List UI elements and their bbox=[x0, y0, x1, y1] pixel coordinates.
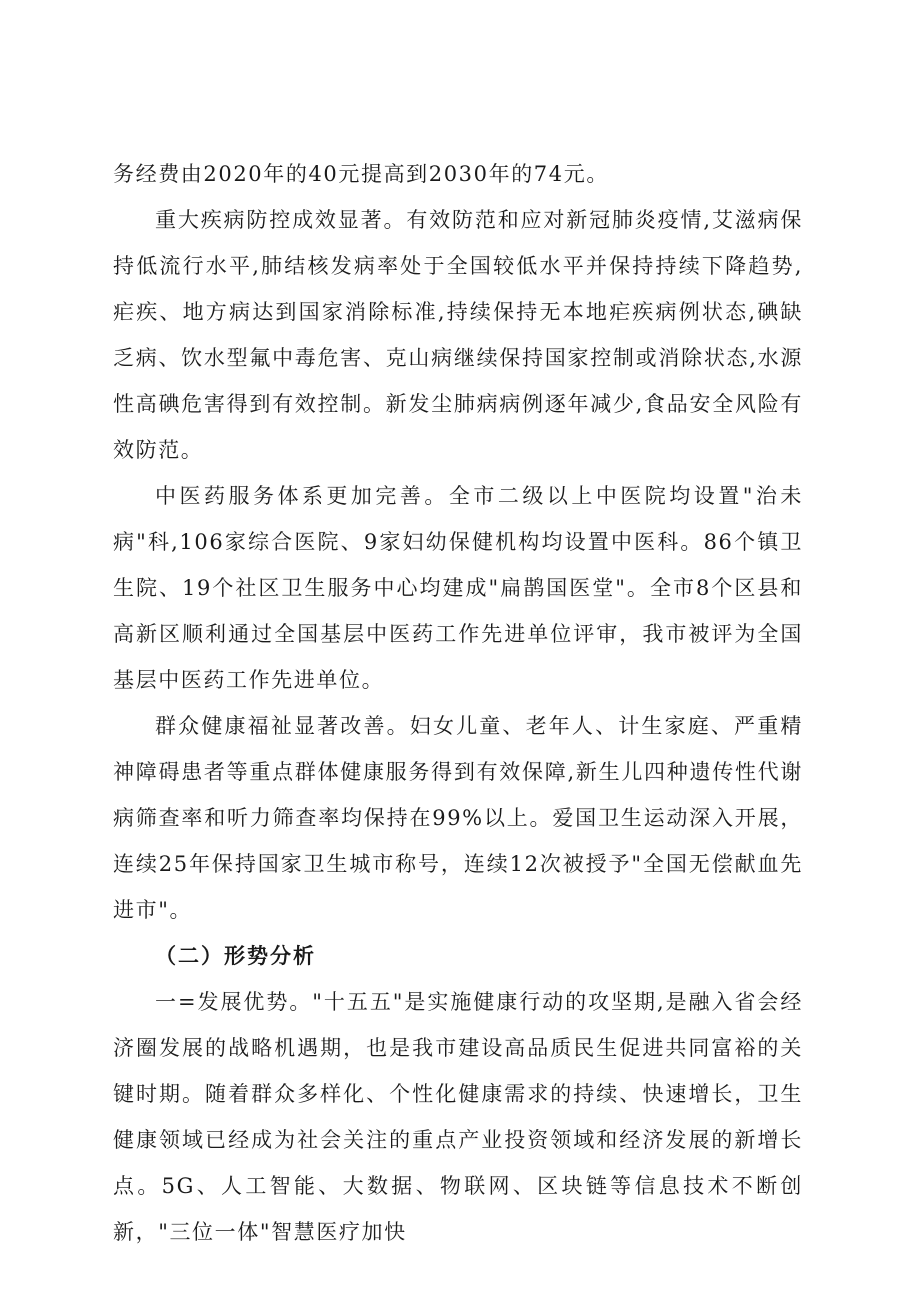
paragraph-development-advantages: 一=发展优势。"十五五"是实施健康行动的攻坚期,是融入省会经济圈发展的战略机遇期，也是我市建设高品质民生促进共同富裕的关键时期。随着群众多样化、个性化健康需求的持续、快速增长，卫生健康领域已经成为社会关注的重点产业投资领域和经济发展的新增长点。5G、人工智能、大数据、物联网、区块链等信息技术不断创新，"三位一体"智慧医疗加快 bbox=[113, 990, 803, 1244]
paragraph-continuation: 务经费由2020年的40元提高到2030年的74元。 bbox=[113, 162, 609, 186]
paragraph-public-health-welfare: 群众健康福祉显著改善。妇女儿童、老年人、计生家庭、严重精神障碍患者等重点群体健康服务得到有效保障,新生儿四种遗传性代谢病筛查率和听力筛查率均保持在99%以上。爱国卫生运动深入开展，连续25年保持国家卫生城市称号，连续12次被授予"全国无偿献血先进市"。 bbox=[113, 714, 803, 922]
document-body bbox=[113, 151, 803, 1255]
paragraph-tcm-services: 中医药服务体系更加完善。全市二级以上中医院均设置"治未病"科,106家综合医院、9家妇幼保健机构均设置中医科。86个镇卫生院、19个社区卫生服务中心均建成"扁鹊国医堂"。全市8个区县和高新区顺利通过全国基层中医药工作先进单位评审，我市被评为全国基层中医药工作先进单位。 bbox=[113, 484, 803, 692]
section-heading-situation-analysis: （二）形势分析 bbox=[155, 943, 316, 968]
paragraph-disease-control: 重大疾病防控成效显著。有效防范和应对新冠肺炎疫情,艾滋病保持低流行水平,肺结核发病率处于全国较低水平并保持持续下降趋势,疟疾、地方病达到国家消除标准,持续保持无本地疟疾病例状态,碘缺乏病、饮水型氟中毒危害、克山病继续保持国家控制或消除状态,水源性高碘危害得到有效控制。新发尘肺病病例逐年减少,食品安全风险有效防范。 bbox=[113, 208, 803, 462]
